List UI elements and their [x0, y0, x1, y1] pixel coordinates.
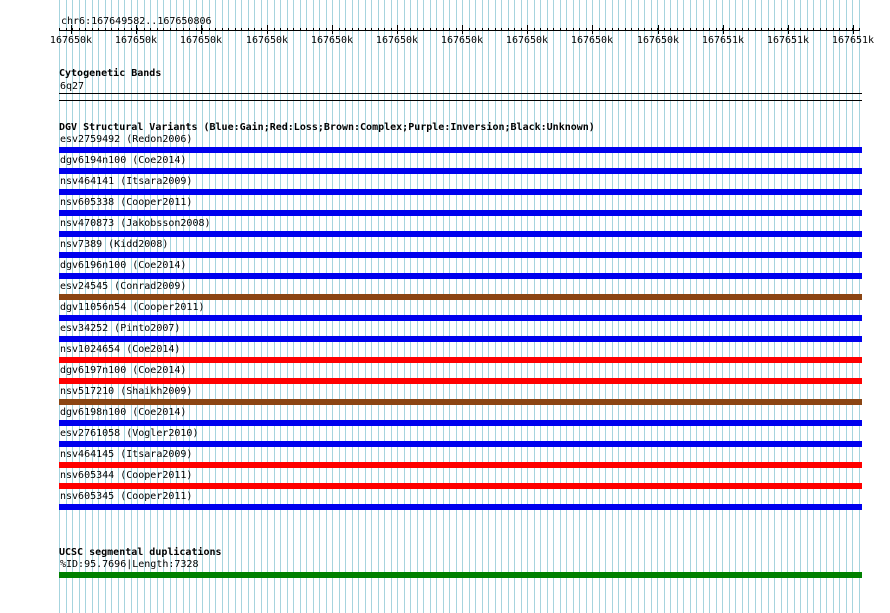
tick-label: 167650k	[114, 35, 158, 46]
variant-label[interactable]: dgv6197n100 (Coe2014)	[60, 365, 187, 376]
variant-bar[interactable]	[59, 210, 862, 216]
variant-bar[interactable]	[59, 168, 862, 174]
variant-bar[interactable]	[59, 420, 862, 426]
variant-bar[interactable]	[59, 147, 862, 153]
variant-label[interactable]: nsv470873 (Jakobsson2008)	[60, 218, 211, 229]
variant-label[interactable]: nsv605338 (Cooper2011)	[60, 197, 193, 208]
tick-label: 167650k	[179, 35, 223, 46]
variant-bar[interactable]	[59, 315, 862, 321]
dgv-track-title[interactable]: DGV Structural Variants (Blue:Gain;Red:Loss;Brown:Complex;Purple:Inversion;Black:Unknown)	[59, 122, 595, 133]
variant-label[interactable]: esv24545 (Conrad2009)	[60, 281, 187, 292]
tick-label: 167650k	[636, 35, 680, 46]
variant-bar[interactable]	[59, 231, 862, 237]
tick-label: 167650k	[49, 35, 93, 46]
variant-bar[interactable]	[59, 294, 862, 300]
tick-label: 167650k	[310, 35, 354, 46]
variant-label[interactable]: nsv464141 (Itsara2009)	[60, 176, 193, 187]
variant-label[interactable]: esv34252 (Pinto2007)	[60, 323, 181, 334]
variant-bar[interactable]	[59, 399, 862, 405]
segdup-feature-label[interactable]: %ID:95.7696|Length:7328	[60, 559, 199, 570]
variant-label[interactable]: esv2759492 (Redon2006)	[60, 134, 193, 145]
variant-label[interactable]: dgv6194n100 (Coe2014)	[60, 155, 187, 166]
cytoband-line-bottom	[59, 100, 862, 101]
variant-label[interactable]: nsv7389 (Kidd2008)	[60, 239, 169, 250]
variant-bar[interactable]	[59, 336, 862, 342]
cytoband-track-title[interactable]: Cytogenetic Bands	[59, 68, 162, 79]
variant-label[interactable]: dgv11056n54 (Cooper2011)	[60, 302, 205, 313]
variant-label[interactable]: dgv6198n100 (Coe2014)	[60, 407, 187, 418]
tick-label: 167650k	[505, 35, 549, 46]
tick-label: 167651k	[766, 35, 810, 46]
variant-bar[interactable]	[59, 504, 862, 510]
variant-bar[interactable]	[59, 441, 862, 447]
variant-label[interactable]: dgv6196n100 (Coe2014)	[60, 260, 187, 271]
variant-label[interactable]: nsv1024654 (Coe2014)	[60, 344, 181, 355]
tick-label: 167650k	[570, 35, 614, 46]
tick-label: 167650k	[375, 35, 419, 46]
cytoband-line-top	[59, 93, 862, 94]
variant-label[interactable]: nsv517210 (Shaikh2009)	[60, 386, 193, 397]
variant-bar[interactable]	[59, 462, 862, 468]
variant-bar[interactable]	[59, 273, 862, 279]
position-label: chr6:167649582..167650806	[61, 16, 212, 27]
segdup-track-title[interactable]: UCSC segmental duplications	[59, 547, 222, 558]
variant-label[interactable]: nsv605344 (Cooper2011)	[60, 470, 193, 481]
variant-bar[interactable]	[59, 252, 862, 258]
segdup-feature-bar[interactable]	[59, 572, 862, 578]
variant-bar[interactable]	[59, 483, 862, 489]
tick-label: 167650k	[440, 35, 484, 46]
tick-label: 167651k	[831, 35, 875, 46]
tick-label: 167651k	[701, 35, 745, 46]
variant-label[interactable]: esv2761058 (Vogler2010)	[60, 428, 199, 439]
cytoband-label[interactable]: 6q27	[60, 81, 85, 92]
variant-bar[interactable]	[59, 189, 862, 195]
variant-label[interactable]: nsv605345 (Cooper2011)	[60, 491, 193, 502]
variant-bar[interactable]	[59, 378, 862, 384]
variant-label[interactable]: nsv464145 (Itsara2009)	[60, 449, 193, 460]
tick-label: 167650k	[245, 35, 289, 46]
variant-bar[interactable]	[59, 357, 862, 363]
